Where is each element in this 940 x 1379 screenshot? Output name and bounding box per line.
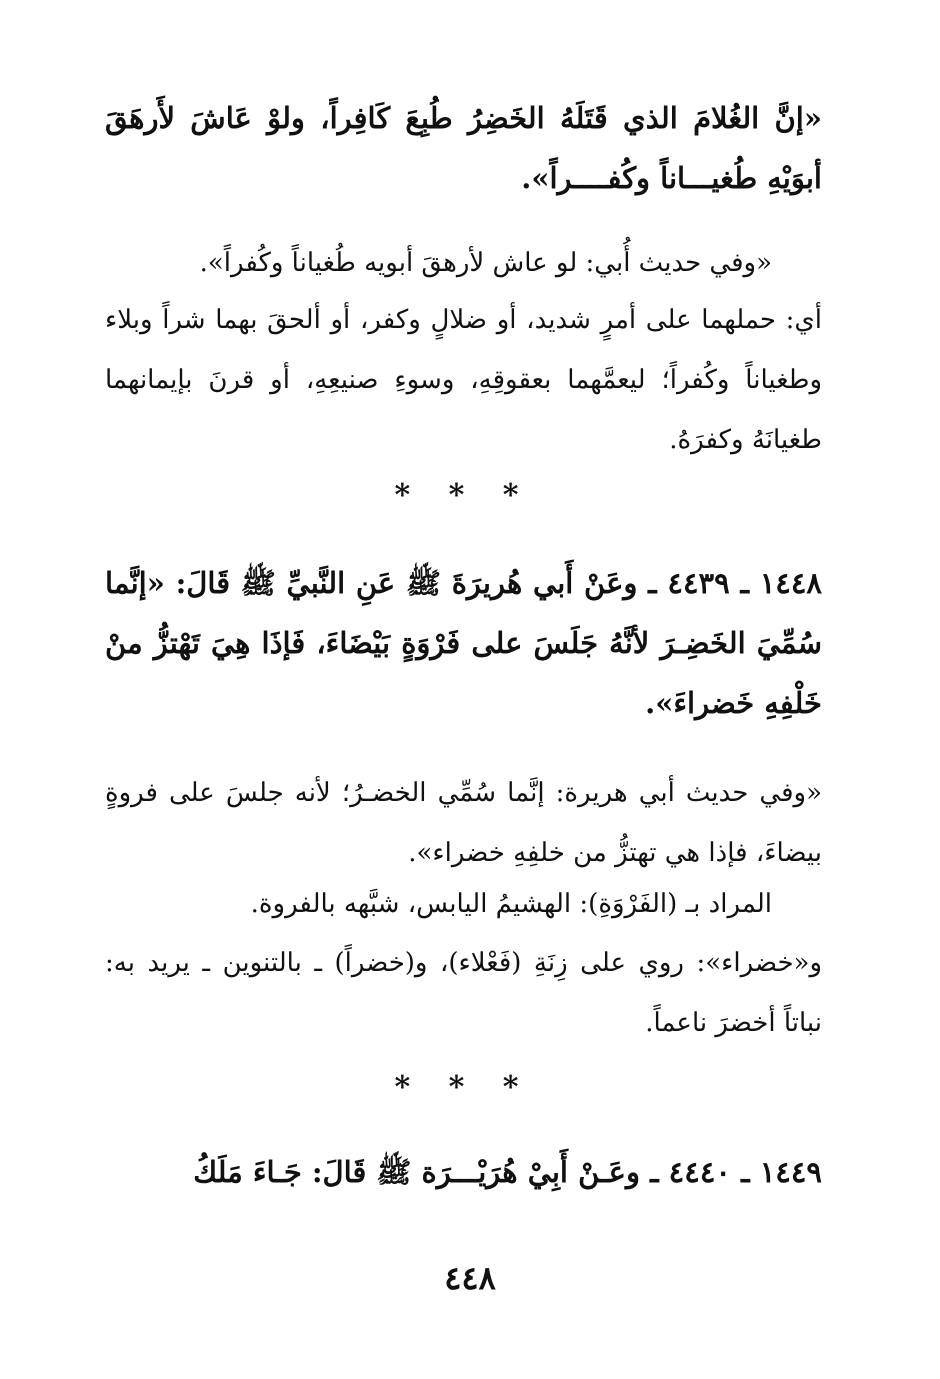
section-separator-2: * * * xyxy=(394,1070,533,1105)
hadith-1448-paragraph: ١٤٤٨ ـ ٤٤٣٩ ـ وعَنْ أَبي هُريرَةَ ﷺ عَنِ النَّبيِّ ﷺ قَالَ: «إنَّما سُمِّيَ الخَضِـرَ لأنَّهُ جَلَسَ على فَرْوَةٍ بَيْضَاءَ، فَإذَا هِيَ تَهْتزُّ منْ خَلْفِهِ خَضراءَ». xyxy=(105,566,822,720)
hadith-quote-paragraph: «إنَّ الغُلامَ الذي قَتَلَهُ الخَضِرُ طُبِعَ كَافِراً، ولوْ عَاشَ لأَرهَقَ أبوَيْهِ طُغيـــاناً وكُفــــراً». xyxy=(105,101,822,195)
commentary-paragraph-khadra: و«خضراء»: روي على زِنَةِ (فَعْلاء)، و(خضراً) ـ بالتنوين ـ يريد به: نباتاً أخضرَ ناعماً. xyxy=(105,948,822,1038)
commentary-paragraph-abu-hurayra: «وفي حديث أبي هريرة: إنَّما سُمِّي الخضـرُ؛ لأنه جلسَ على فروةٍ بيضاءَ، فإذا هي تهتزُّ من خلفِهِ خضراء». xyxy=(105,778,822,868)
document-page xyxy=(105,0,822,1379)
hadith-1449-paragraph: ١٤٤٩ ـ ٤٤٤٠ ـ وعَـنْ أَبِيْ هُرَيْـــرَة ﷺ قَالَ: جَـاءَ مَلَكُ xyxy=(193,1155,822,1189)
commentary-paragraph-farwa: المراد بـ (الفَرْوَةِ): الهشيمُ اليابس، شبَّهه بالفروة. xyxy=(250,889,772,919)
commentary-paragraph-meaning: أي: حملهما على أمرٍ شديد، أو ضلالٍ وكفر، أو ألحقَ بهما شراً وبلاء وطغياناً وكُفراً؛ ليعمَّهما بعقوقِهِ، وسوءِ صنيعِهِ، أو قرنَ بإيمانهما طغيانَهُ وكفرَهُ. xyxy=(105,305,822,455)
page-number: ٤٤٨ xyxy=(444,1259,496,1297)
section-separator: * * * xyxy=(394,478,533,513)
commentary-paragraph-ubayy: «وفي حديث أُبي: لو عاش لأرهقَ أبويه طُغياناً وكُفراً». xyxy=(199,248,772,278)
